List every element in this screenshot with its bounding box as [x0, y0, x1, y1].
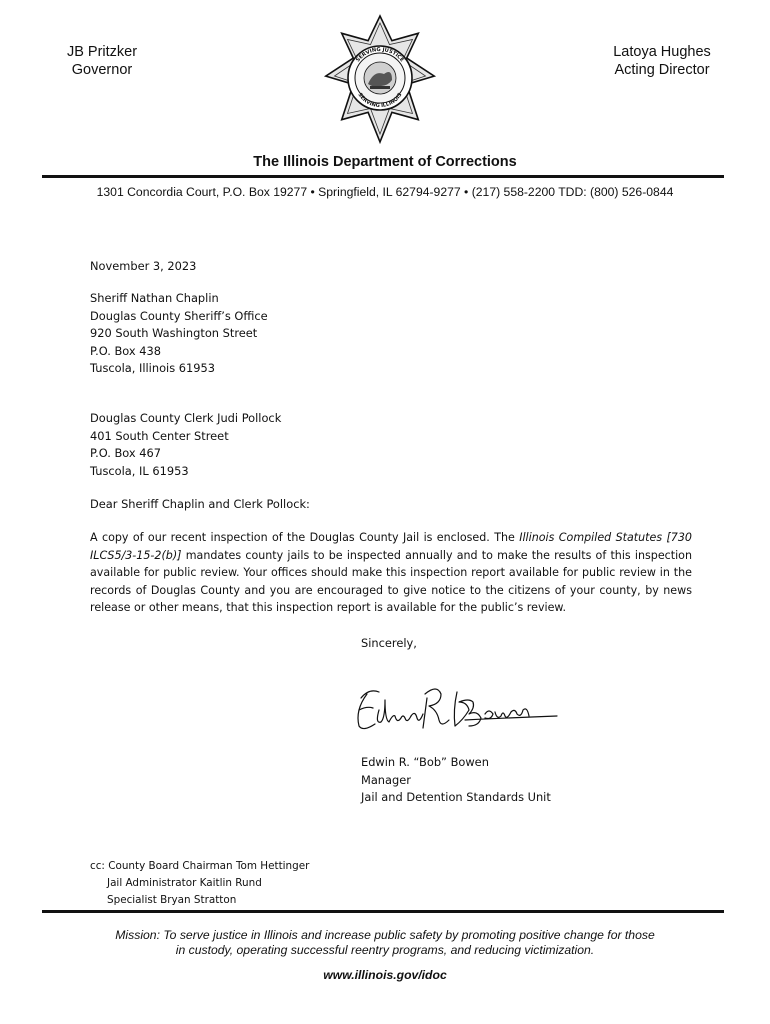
badge-text-top: SERVING JUSTICE: [355, 46, 405, 64]
address-line: P.O. Box 467: [90, 446, 161, 460]
website-link[interactable]: www.illinois.gov/idoc: [323, 968, 447, 982]
signer-unit: Jail and Detention Standards Unit: [361, 790, 551, 804]
letter-date: November 3, 2023: [90, 259, 197, 273]
governor-name: JB Pritzker: [66, 44, 138, 60]
cc-line: Specialist Bryan Stratton: [107, 894, 237, 906]
idoc-badge-icon: [318, 14, 442, 144]
badge-text-bottom: SERVING ILLINOIS: [356, 92, 404, 110]
mission-line: Mission: To serve justice in Illinois and increase public safety by promoting positive change for those: [115, 928, 655, 942]
closing: Sincerely,: [361, 636, 417, 650]
letter-body-paragraph: [90, 529, 692, 617]
address-line: P.O. Box 438: [90, 343, 161, 358]
governor-block: [62, 43, 142, 79]
signature-graphic: [345, 680, 560, 740]
header-divider: [42, 175, 724, 178]
department-address: 1301 Concordia Court, P.O. Box 19277 • Springfield, IL 62794-9277 • (217) 558-2200 TDD: (800) 526-0844: [96, 185, 674, 199]
cc-list: [90, 858, 309, 909]
cc-line: cc: County Board Chairman Tom Hettinger: [90, 860, 310, 872]
recipient-sheriff-address: [90, 290, 690, 378]
body-text-part2: mandates county jails to be inspected annually and to make the results of this inspection available for public review. Your offices should make this inspection report available for public review in the records of Douglas County and you are encouraged to give notice to the citizens of your county, by news release or other means, that this inspection report is available for the public’s review.: [90, 548, 692, 614]
director-name: Latoya Hughes: [613, 44, 711, 60]
salutation: Dear Sheriff Chaplin and Clerk Pollock:: [90, 497, 310, 511]
address-line: 920 South Washington Street: [90, 326, 258, 340]
governor-title: Governor: [71, 62, 133, 78]
star-badge-icon: [318, 14, 442, 144]
address-line: Tuscola, Illinois 61953: [90, 361, 215, 375]
body-text-part1: A copy of our recent inspection of the Douglas County Jail is enclosed. The: [90, 531, 520, 544]
address-line: 401 South Center Street: [90, 428, 229, 443]
address-line: Tuscola, IL 61953: [90, 463, 189, 478]
signer-title: Manager: [361, 772, 411, 787]
address-line: Sheriff Nathan Chaplin: [90, 291, 219, 305]
recipient-clerk-address: [90, 410, 690, 480]
mission-statement: [0, 928, 770, 958]
address-line: Douglas County Clerk Judi Pollock: [90, 411, 282, 425]
signer-name: Edwin R. “Bob” Bowen: [361, 755, 489, 769]
address-line: Douglas County Sheriff’s Office: [90, 308, 268, 323]
statute-citation: Illinois Compiled Statutes [730 ILCS5/3-15-2(b)]: [90, 531, 692, 562]
footer-divider: [42, 910, 724, 913]
director-block: [606, 43, 718, 79]
director-title: Acting Director: [614, 62, 710, 78]
mission-line: in custody, operating successful reentry programs, and reducing victimization.: [175, 943, 595, 957]
cc-line: Jail Administrator Kaitlin Rund: [107, 877, 262, 889]
signer-block: [361, 754, 551, 807]
department-title: The Illinois Department of Corrections: [253, 154, 517, 170]
handwritten-signature: [345, 680, 560, 740]
